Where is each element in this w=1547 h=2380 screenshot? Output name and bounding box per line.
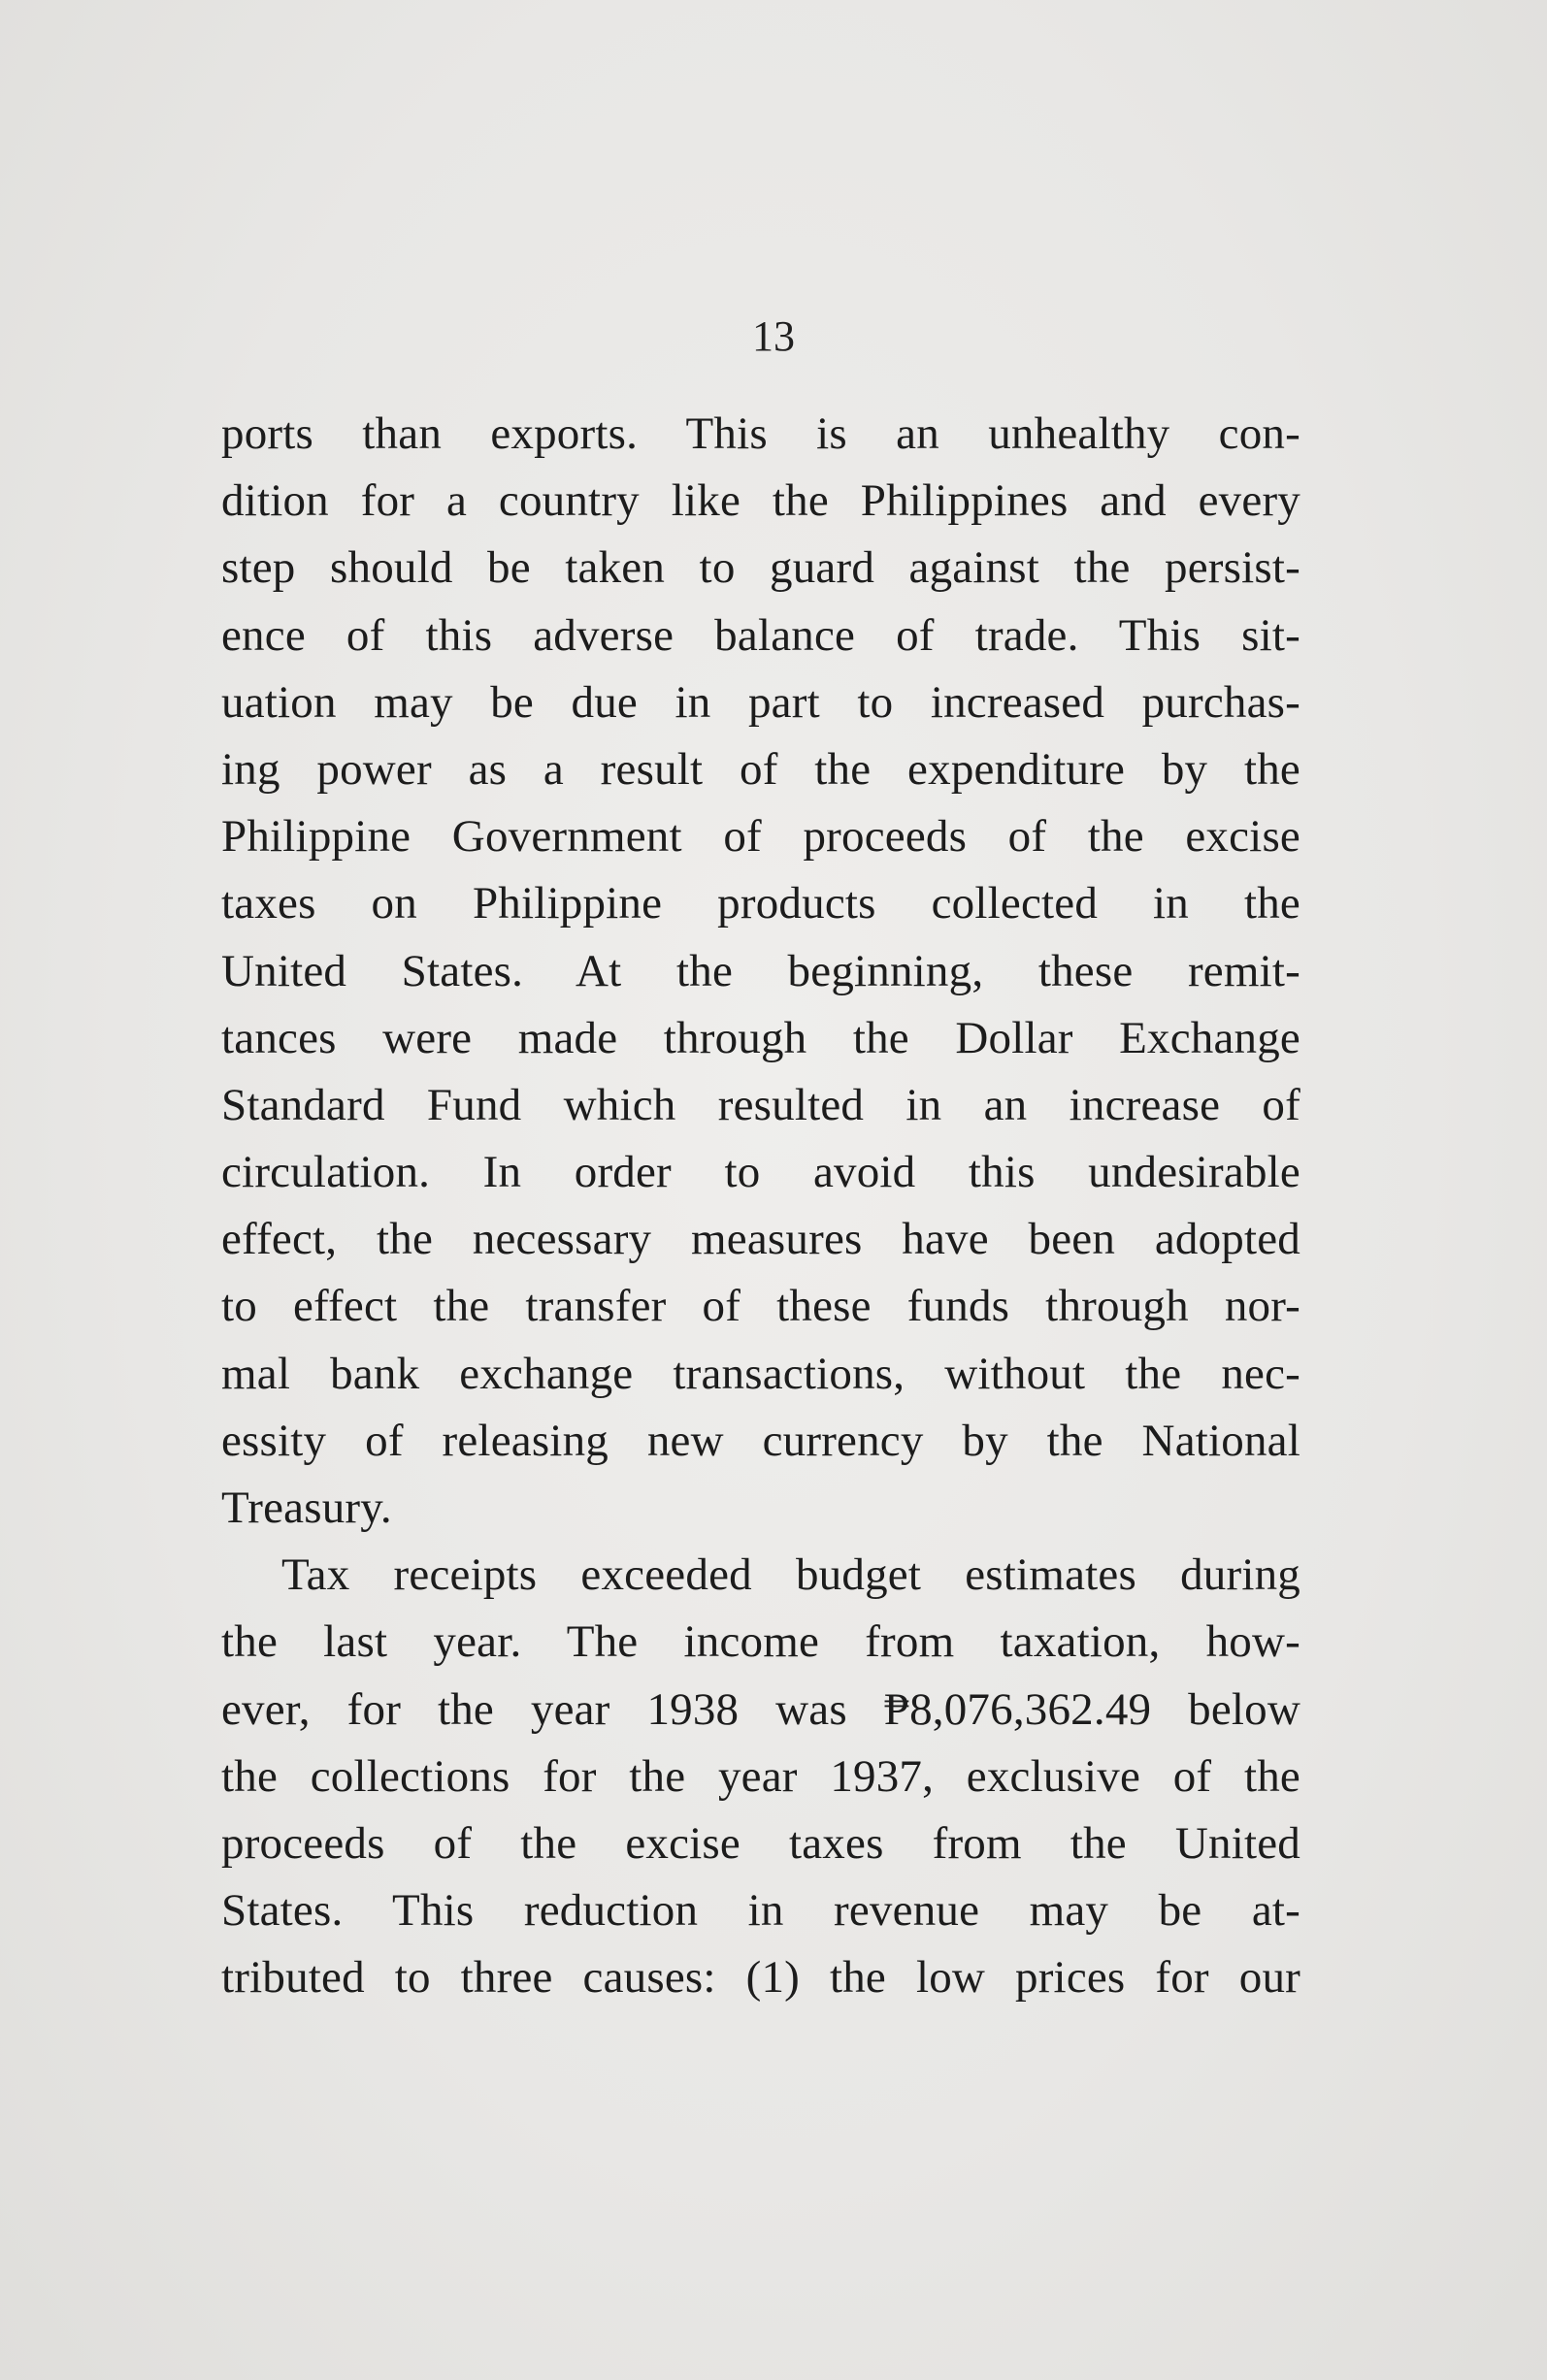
text-line: ports than exports. This is an unhealthy con- [221,408,1300,459]
text-line: proceeds of the excise taxes from the United [221,1817,1300,1869]
text-line: step should be taken to guard against the persist- [221,542,1300,594]
text-line: mal bank exchange transactions, without the nec- [221,1348,1300,1399]
text-line: tributed to three causes: (1) the low prices for our [221,1952,1300,2004]
text-line: uation may be due in part to increased purchas- [221,676,1300,728]
text-line: the last year. The income from taxation, how- [221,1616,1300,1668]
text-line: ence of this adverse balance of trade. This sit- [221,609,1300,661]
text-line: dition for a country like the Philippines and every [221,475,1300,527]
text-line: Tax receipts exceeded budget estimates during [281,1549,1300,1601]
text-line: States. This reduction in revenue may be at- [221,1885,1300,1937]
body-text [221,408,1300,2019]
text-line: Standard Fund which resulted in an increase of [221,1079,1300,1130]
text-line: ing power as a result of the expenditure by the [221,743,1300,795]
text-line: taxes on Philippine products collected in the [221,878,1300,929]
text-line: tances were made through the Dollar Exchange [221,1012,1300,1063]
text-line: the collections for the year 1937, exclusive of the [221,1750,1300,1802]
text-line: Philippine Government of proceeds of the excise [221,811,1300,863]
text-line: effect, the necessary measures have been adopted [221,1214,1300,1265]
text-line: to effect the transfer of these funds through nor- [221,1281,1300,1332]
page-number: 13 [752,312,795,360]
text-line: essity of releasing new currency by the National [221,1415,1300,1466]
text-line: Treasury. [221,1483,392,1533]
text-line: United States. At the beginning, these remit- [221,945,1300,996]
text-line: ever, for the year 1938 was ₱8,076,362.49 below [221,1683,1300,1735]
text-line: circulation. In order to avoid this undesirable [221,1147,1300,1198]
